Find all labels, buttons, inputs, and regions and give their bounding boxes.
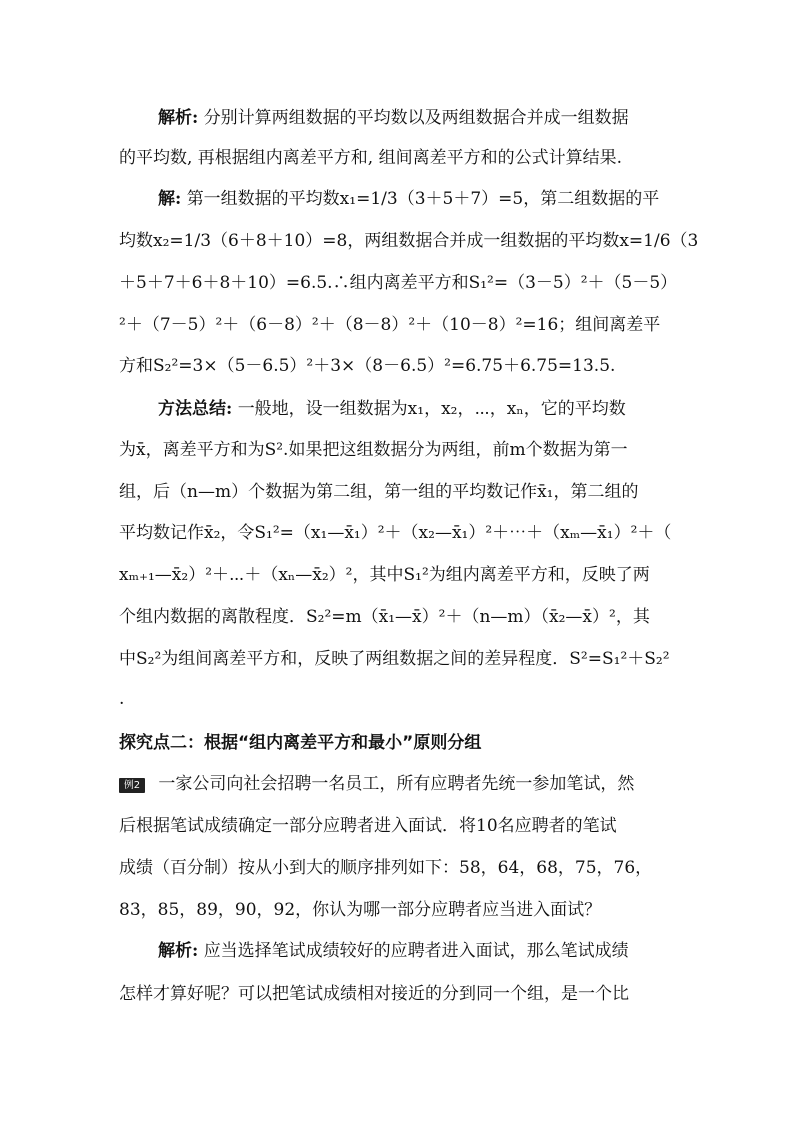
section-heading: 探究点二：根据“组内离差平方和最小”原则分组 bbox=[119, 733, 482, 753]
analysis-label: 解析: bbox=[158, 941, 199, 961]
example-text: 83，85，89，90，92，你认为哪一部分应聘者应当进入面试？ bbox=[119, 900, 602, 920]
analysis-text: 怎样才算好呢？可以把笔试成绩相对接近的分到同一个组，是一个比 bbox=[119, 984, 629, 1004]
solution-text: 第一组数据的平均数x₁=1/3（3＋5＋7）=5，第二组数据的平 bbox=[186, 189, 660, 209]
method-summary-line bbox=[158, 398, 679, 420]
solution-text: 均数x₂=1/3（6＋8＋10）=8，两组数据合并成一组数据的平均数x=1/6（3 bbox=[119, 231, 699, 251]
method-summary-text: 个组内数据的离散程度．S₂²=m（x̄₁—x̄）²＋（n—m）（x̄₂—x̄）²，其 bbox=[119, 607, 650, 627]
method-summary-text: xₘ₊₁—x̄₂）²＋⋯＋（xₙ—x̄₂）²，其中S₁²为组内离差平方和，反映了两 bbox=[119, 565, 650, 585]
method-summary-text: . bbox=[119, 689, 125, 709]
example-text: 一家公司向社会招聘一名员工，所有应聘者先统一参加笔试，然 bbox=[158, 774, 635, 794]
method-summary-text: 平均数记作x̄₂，令S₁²=（x₁—x̄₁）²＋（x₂—x̄₁）²＋⋯＋（xₘ—x̄₁）²＋（ bbox=[119, 523, 672, 543]
solution-text: ²＋（7－5）²＋（6－8）²＋（8－8）²＋（10－8）²=16；组间离差平 bbox=[119, 315, 661, 335]
analysis-label: 解析: bbox=[158, 108, 199, 128]
example-line bbox=[119, 773, 679, 795]
analysis-text: 的平均数, 再根据组内离差平方和, 组间离差平方和的公式计算结果. bbox=[119, 148, 623, 168]
analysis-text: 分别计算两组数据的平均数以及两组数据合并成一组数据 bbox=[203, 108, 629, 128]
method-summary-text: 为x̄，离差平方和为S².如果把这组数据分为两组，前m个数据为第一 bbox=[119, 440, 628, 460]
method-summary-label: 方法总结: bbox=[158, 399, 233, 419]
example-badge: 例2 bbox=[119, 778, 145, 793]
method-summary-text: 中S₂²为组间离差平方和，反映了两组数据之间的差异程度．S²=S₁²＋S₂² bbox=[119, 649, 670, 669]
method-summary-text: 一般地，设一组数据为x₁，x₂，⋯，xₙ，它的平均数 bbox=[237, 399, 626, 419]
solution-text: ＋5＋7＋6＋8＋10）=6.5.∴组内离差平方和S₁²=（3－5）²＋（5－5） bbox=[119, 273, 678, 293]
solution-label: 解: bbox=[158, 189, 182, 209]
example-text: 后根据笔试成绩确定一部分应聘者进入面试．将10名应聘者的笔试 bbox=[119, 816, 617, 836]
analysis-text: 应当选择笔试成绩较好的应聘者进入面试，那么笔试成绩 bbox=[203, 941, 629, 961]
analysis-paragraph-line bbox=[158, 107, 679, 129]
method-summary-text: 组，后（n—m）个数据为第二组，第一组的平均数记作x̄₁，第二组的 bbox=[119, 482, 639, 502]
analysis-paragraph-line bbox=[158, 940, 679, 962]
solution-text: 方和S₂²=3×（5－6.5）²＋3×（8－6.5）²=6.75＋6.75=13.5. bbox=[119, 356, 616, 376]
example-text: 成绩（百分制）按从小到大的顺序排列如下：58，64，68，75，76， bbox=[119, 858, 653, 878]
solution-line bbox=[158, 188, 679, 210]
